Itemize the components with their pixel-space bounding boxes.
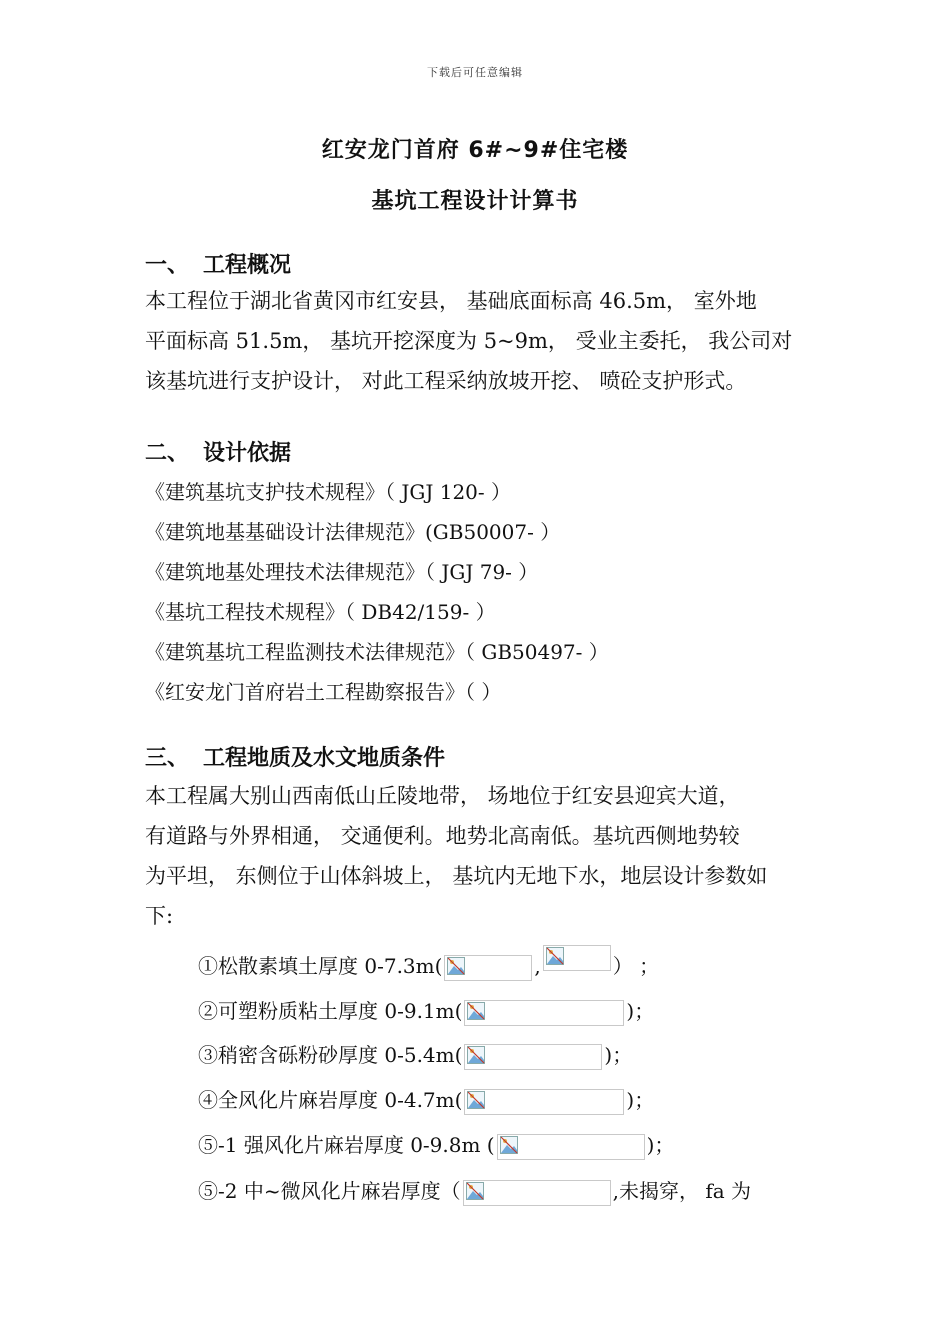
reference-item: 《建筑地基处理技术法律规范》（ JGJ 79- ）: [145, 560, 539, 584]
layer-tail: )；: [626, 1088, 655, 1112]
soil-layer-5-1: [198, 1131, 674, 1159]
soil-layer-4: [198, 1086, 654, 1114]
layer-tail: ） ；: [612, 954, 660, 978]
broken-image-icon: [466, 1182, 484, 1200]
layer-text: ①松散素填土厚度 0-7.3m(: [198, 954, 443, 978]
layer-text: ②可塑粉质粘土厚度 0-9.1m(: [198, 999, 463, 1023]
section-number: 二、: [145, 441, 190, 466]
paragraph-line: 平面标高 51.5m， 基坑开挖深度为 5~9m， 受业主委托， 我公司对: [145, 329, 793, 353]
layer-text: ④全风化片麻岩厚度 0-4.7m(: [198, 1088, 463, 1112]
section-title: 工程概况: [203, 253, 292, 278]
broken-image-icon: [500, 1136, 518, 1154]
soil-layer-3: [198, 1041, 632, 1069]
layer-tail: )；: [646, 1133, 675, 1157]
reference-item: 《建筑基坑支护技术规程》（ JGJ 120- ）: [145, 480, 512, 504]
section-1-heading: [145, 248, 291, 279]
layer-tail: )；: [604, 1043, 633, 1067]
layer-text: ⑤-1 强风化片麻岩厚度 0-9.8m (: [198, 1133, 495, 1157]
broken-image-icon: [467, 1091, 485, 1109]
reference-item: 《红安龙门首府岩土工程勘察报告》（ ）: [145, 680, 502, 704]
reference-item: 《基坑工程技术规程》（ DB42/159- ）: [145, 600, 496, 624]
layer-tail: ,未揭穿， fa 为: [612, 1179, 752, 1203]
missing-image-box: [543, 945, 611, 971]
layer-text: ⑤-2 中~微风化片麻岩厚度（: [198, 1179, 461, 1203]
section-number: 一、: [145, 253, 190, 278]
layer-tail: )；: [626, 999, 655, 1023]
missing-image-box: [464, 1000, 624, 1026]
doc-title-line2: 基坑工程设计计算书: [371, 189, 579, 214]
missing-image-box: [464, 1044, 602, 1070]
paragraph-line: 下:: [145, 904, 174, 928]
section-title: 设计依据: [203, 441, 292, 466]
section-3-paragraph: [145, 776, 810, 936]
paragraph-line: 本工程位于湖北省黄冈市红安县， 基础底面标高 46.5m， 室外地: [145, 289, 757, 313]
broken-image-icon: [447, 957, 465, 975]
paragraph-line: 有道路与外界相通， 交通便利。地势北高南低。基坑西侧地势较: [145, 824, 740, 848]
soil-layer-1: [198, 952, 659, 980]
doc-title-line1: 红安龙门首府 6#~9#住宅楼: [321, 138, 629, 163]
paragraph-line: 为平坦， 东侧位于山体斜坡上， 基坑内无地下水，地层设计参数如: [145, 864, 768, 888]
broken-image-icon: [546, 947, 564, 965]
page-header: 下载后可任意编辑: [427, 66, 523, 79]
section-2-heading: [145, 436, 291, 467]
layer-separator: ,: [534, 954, 541, 978]
reference-item: 《建筑基坑工程监测技术法律规范》（ GB50497- ）: [145, 640, 609, 664]
broken-image-icon: [467, 1002, 485, 1020]
section-title: 工程地质及水文地质条件: [203, 746, 446, 771]
missing-image-box: [463, 1180, 611, 1206]
section-number: 三、: [145, 746, 190, 771]
section-3-heading: [145, 741, 445, 772]
broken-image-icon: [467, 1046, 485, 1064]
paragraph-line: 本工程属大别山西南低山丘陵地带， 场地位于红安县迎宾大道，: [145, 784, 740, 808]
missing-image-box: [444, 955, 532, 981]
soil-layer-2: [198, 997, 654, 1025]
missing-image-box: [464, 1089, 624, 1115]
section-1-paragraph: [145, 281, 810, 401]
layer-text: ③稍密含砾粉砂厚度 0-5.4m(: [198, 1043, 463, 1067]
missing-image-box: [497, 1134, 645, 1160]
paragraph-line: 该基坑进行支护设计， 对此工程采纳放坡开挖、 喷砼支护形式。: [145, 369, 747, 393]
reference-item: 《建筑地基基础设计法律规范》(GB50007- ）: [145, 520, 561, 544]
soil-layer-5-2: [198, 1177, 751, 1205]
